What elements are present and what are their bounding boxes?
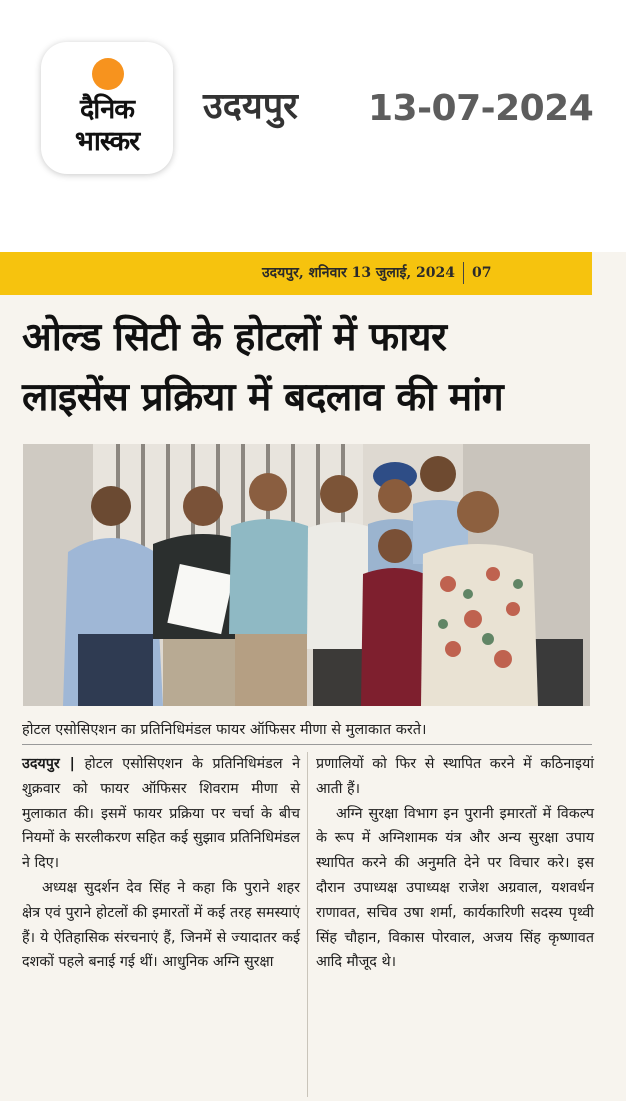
news-photo [23,444,590,706]
sun-icon [92,58,124,90]
article-column-right [316,752,594,975]
caption-rule [22,744,592,745]
photo-caption: होटल एसोसिएशन का प्रतिनिधिमंडल फायर ऑफिसर मीणा से मुलाकात करते। [22,722,427,738]
article-dateline: उदयपुर | [22,756,75,772]
article-paragraph: अध्यक्ष सुदर्शन देव सिंह ने कहा कि पुराने शहर क्षेत्र एवं पुराने होटलों की इमारतों में कई तरह समस्याएं हैं। ये ऐतिहासिक संरचनाएं हैं, जिनमें से ज्यादातर कई दशकों पहले बनाई गई थीं। आधुनिक अग्नि सुरक्षा [22,879,300,971]
article-paragraph: अग्नि सुरक्षा विभाग इन पुरानी इमारतों में विकल्प के रूप में अग्निशामक यंत्र और अन्य सुरक्षा उपाय स्थापित करने की अनुमति देने पर विचार करे। इस दौरान उपाध्यक्ष उपाध्यक्ष राजेश अग्रवाल, यशवर्धन राणावत, सचिव उषा शर्मा, कार्यकारिणी सदस्य पृथ्वी सिंह चौहान, विकास पोरवाल, अजय सिंह कृष्णावत आदि मौजूद थे। [316,805,594,971]
edition-date: 13-07-2024 [368,88,594,129]
article-paragraph [22,752,300,876]
article-text: होटल एसोसिएशन के प्रतिनिधिमंडल ने शुक्रवार को फायर ऑफिसर शिवराम मीणा से मुलाकात की। इसमें फायर प्रक्रिया पर चर्चा के बीच नियमों के सरलीकरण सहित कई सुझाव प्रतिनिधिमंडल ने दिए। [22,756,301,872]
column-divider [307,752,308,1097]
article-column-left [22,752,300,975]
logo-line-1: दैनिक [79,94,135,125]
headline-line-2: लाइसेंस प्रक्रिया में बदलाव की मांग [22,375,504,420]
article-paragraph: प्रणालियों को फिर से स्थापित करने में कठिनाइयां आती हैं। [316,756,594,797]
logo-line-2: भास्कर [74,126,140,157]
band-separator [463,262,464,284]
band-date-text: उदयपुर, शनिवार 13 जुलाई, 2024 [262,265,456,281]
dainik-bhaskar-logo [41,42,173,174]
band-dateline [262,262,492,284]
edition-city: उदयपुर [203,86,298,127]
page-number: 07 [472,265,492,281]
headline-line-1: ओल्ड सिटी के होटलों में फायर [22,315,447,360]
